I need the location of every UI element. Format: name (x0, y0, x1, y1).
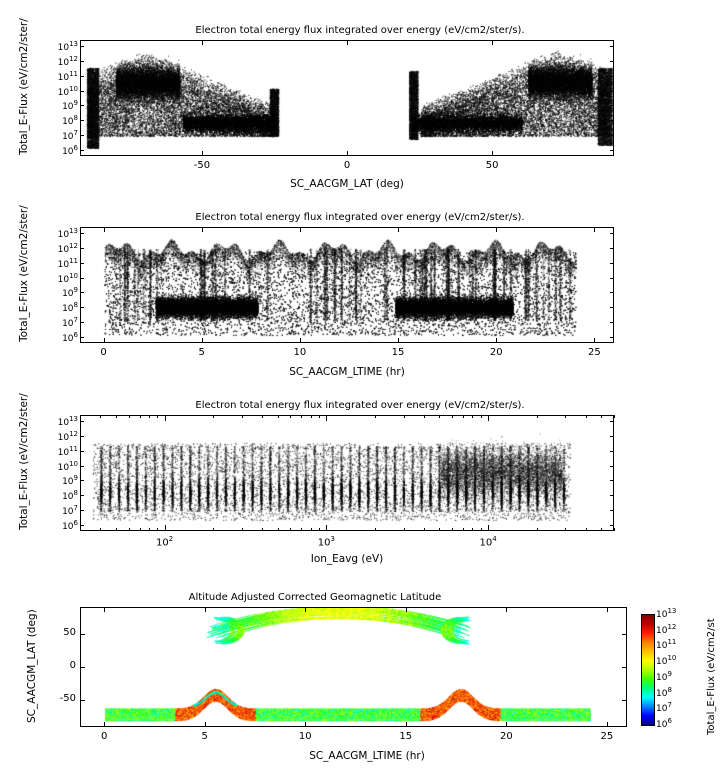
y-tick-label: $10^8$ (62, 489, 78, 503)
panel-lat-frame (80, 40, 614, 156)
colorbar-tick-label: $10^9$ (656, 669, 672, 683)
y-tick-label: $10^9$ (62, 286, 78, 300)
y-tick-label: 50 (63, 627, 76, 639)
x-tick-label: $10^4$ (479, 535, 497, 549)
x-tick-label: 50 (485, 160, 499, 171)
y-tick-label: $10^{11}$ (57, 256, 78, 270)
x-tick-label: 20 (499, 731, 513, 742)
y-tick-label: $10^6$ (62, 331, 78, 345)
panel-track-plot-canvas (81, 608, 627, 727)
panel-lat-title: Electron total energy flux integrated over energy (eV/cm2/ster/s). (195, 25, 525, 36)
colorbar-tick-label: $10^{11}$ (656, 638, 677, 652)
y-tick-label: -50 (59, 692, 76, 704)
panel-ltime-frame (80, 227, 614, 343)
panel-eavg-title: Electron total energy flux integrated over energy (eV/cm2/ster/s). (195, 400, 525, 411)
y-tick-label: $10^{13}$ (57, 226, 78, 240)
y-tick-label: $10^{12}$ (57, 429, 78, 443)
y-tick-label: $10^9$ (62, 474, 78, 488)
panel-ltime-plot-canvas (81, 228, 614, 343)
x-tick-label: 0 (100, 731, 108, 742)
x-tick-label: $10^3$ (317, 535, 335, 549)
colorbar-tick-label: $10^7$ (656, 701, 672, 715)
x-tick-label: $10^2$ (155, 535, 174, 549)
y-tick-label: $10^{13}$ (57, 414, 78, 428)
panel-lat-xlabel: SC_AACGM_LAT (deg) (290, 178, 404, 190)
x-tick-label: 15 (399, 731, 413, 742)
y-tick-label: $10^6$ (62, 519, 78, 533)
x-tick-label: 10 (293, 347, 307, 358)
y-tick-label: $10^8$ (62, 114, 78, 128)
x-tick-label: 0 (100, 347, 107, 358)
panel-eavg-plot-canvas (81, 416, 614, 531)
x-tick-label: 25 (587, 347, 601, 358)
x-minor-tick (614, 528, 615, 531)
x-tick-label: 0 (343, 160, 351, 171)
y-tick-label: $10^{11}$ (57, 69, 78, 83)
x-tick-label: 20 (489, 347, 503, 358)
panel-lat-plot-canvas (81, 41, 614, 156)
panel-ltime-title: Electron total energy flux integrated over energy (eV/cm2/ster/s). (195, 212, 525, 223)
x-tick-label: 15 (391, 347, 405, 358)
panel-ltime-ylabel: Total_E-Flux (eV/cm2/ster/ (18, 205, 30, 342)
panel-track-xlabel: SC_AACGM_LTIME (hr) (309, 750, 425, 762)
y-tick-label: $10^{10}$ (57, 84, 78, 98)
y-tick-label: $10^{12}$ (57, 241, 78, 255)
y-tick-label: $10^9$ (62, 99, 78, 113)
y-tick-label: $10^{12}$ (57, 54, 78, 68)
colorbar-tick-label: $10^6$ (656, 717, 672, 730)
colorbar-tick-label: $10^8$ (656, 685, 672, 699)
y-tick-label: 0 (69, 660, 76, 671)
y-tick-label: $10^7$ (62, 316, 78, 330)
panel-lat-ylabel: Total_E-Flux (eV/cm2/ster/ (18, 18, 30, 155)
y-tick-label: $10^8$ (62, 301, 78, 315)
colorbar-label: Total_E-Flux (eV/cm2/st (706, 618, 717, 735)
y-tick-label: $10^{11}$ (57, 444, 78, 458)
y-tick-label: $10^7$ (62, 129, 78, 143)
panel-track-title: Altitude Adjusted Corrected Geomagnetic Latitude (188, 592, 442, 603)
panel-eavg-frame (80, 415, 614, 531)
x-tick-label: 5 (201, 731, 208, 742)
panel-eavg-ylabel: Total_E-Flux (eV/cm2/ster/ (18, 393, 30, 530)
colorbar-tick-label: $10^{12}$ (656, 622, 677, 636)
y-tick-label: $10^{13}$ (57, 39, 78, 53)
x-tick-label: 25 (600, 731, 614, 742)
x-tick-label: -50 (193, 160, 211, 171)
x-tick-label: 5 (198, 347, 205, 358)
x-tick-label: 10 (298, 731, 312, 742)
panel-track-ylabel: SC_AACGM_LAT (deg) (26, 609, 38, 723)
panel-eavg-xlabel: Ion_Eavg (eV) (310, 553, 384, 565)
y-tick-label: $10^{10}$ (57, 271, 78, 285)
colorbar-gradient (641, 614, 655, 726)
y-tick-label: $10^6$ (62, 144, 78, 158)
panel-track-frame (80, 607, 627, 727)
colorbar-tick-label: $10^{13}$ (656, 607, 677, 620)
y-tick-label: $10^7$ (62, 504, 78, 518)
y-tick-label: $10^{10}$ (57, 459, 78, 473)
x-minor-tick (614, 415, 615, 418)
panel-ltime-xlabel: SC_AACGM_LTIME (hr) (289, 366, 405, 378)
colorbar-tick-label: $10^{10}$ (656, 654, 677, 668)
